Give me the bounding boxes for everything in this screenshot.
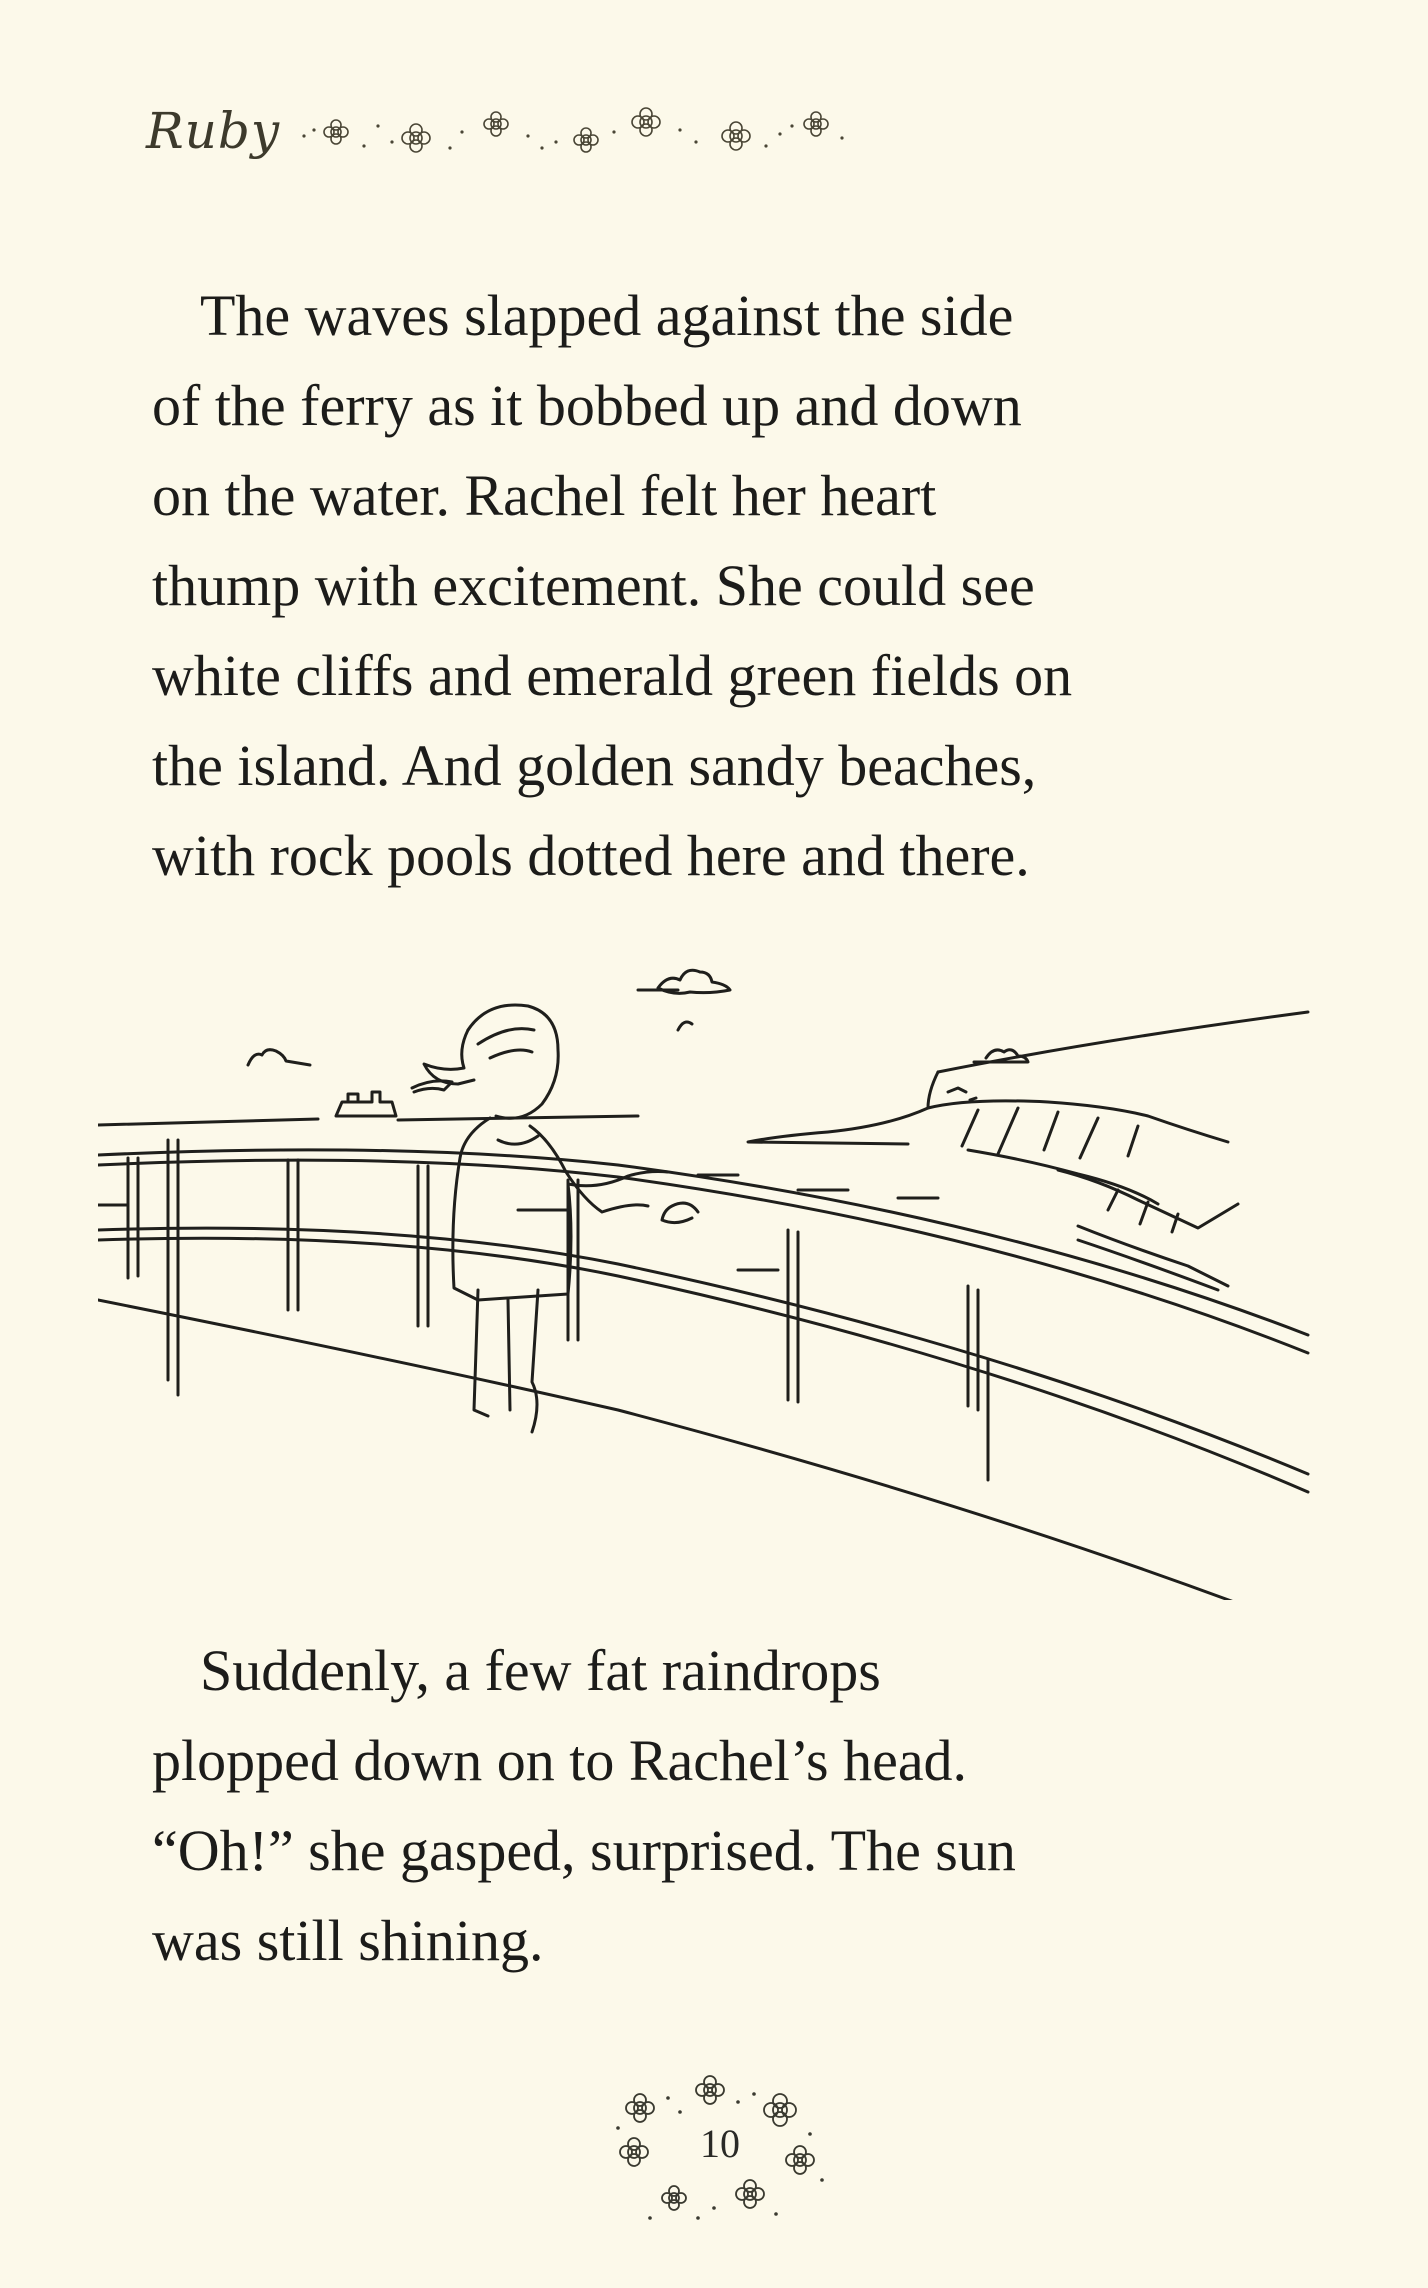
text-line: plopped down on to Rachel’s head. bbox=[152, 1728, 968, 1793]
text-line: the island. And golden sandy beaches, bbox=[152, 733, 1037, 798]
text-line: was still shining. bbox=[152, 1908, 544, 1973]
text-line: The waves slapped against the side bbox=[200, 283, 1014, 348]
text-line: white cliffs and emerald green fields on bbox=[152, 643, 1073, 708]
girl-figure bbox=[412, 1005, 698, 1432]
running-header bbox=[146, 96, 866, 176]
ship-icon bbox=[336, 1092, 396, 1116]
text-line: on the water. Rachel felt her heart bbox=[152, 463, 937, 528]
cloud-icon bbox=[678, 1022, 692, 1030]
paragraph-2 bbox=[152, 1626, 1302, 1986]
cloud-icon bbox=[248, 1050, 310, 1065]
text-line: “Oh!” she gasped, surprised. The sun bbox=[152, 1818, 1016, 1883]
paragraph-1 bbox=[152, 271, 1302, 901]
running-title: Ruby bbox=[146, 102, 281, 160]
flower-border-icon bbox=[296, 96, 856, 166]
page-number: 10 bbox=[700, 2121, 740, 2166]
text-line: with rock pools dotted here and there. bbox=[152, 823, 1030, 888]
text-line: Suddenly, a few fat raindrops bbox=[200, 1638, 881, 1703]
ferry-illustration bbox=[98, 940, 1328, 1600]
text-line: thump with excitement. She could see bbox=[152, 553, 1035, 618]
text-line: of the ferry as it bobbed up and down bbox=[152, 373, 1022, 438]
page-footer bbox=[610, 2068, 830, 2238]
